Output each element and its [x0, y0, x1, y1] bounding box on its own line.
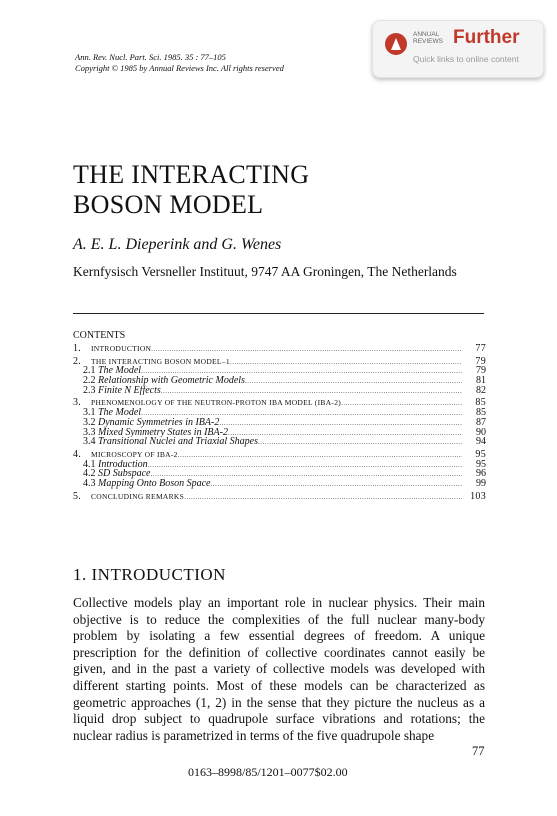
toc-leader-dots [141, 367, 462, 376]
toc-entry-number: 3.4 [83, 437, 96, 447]
toc-entry-number: 4.2 [83, 469, 96, 479]
toc-entry-label: The Model [98, 408, 142, 418]
toc-entry-number: 2. [73, 356, 82, 367]
article-title [73, 160, 309, 220]
toc-entry-number: 3.2 [83, 417, 96, 428]
toc-entry-page: 87 [476, 417, 486, 428]
body-paragraph: Collective models play an important role in nuclear physics. Their main objective is to reduce the complexities of the full nuclear many-body problem by isolating a few essential degrees of freedom. A unique prescription for the definition of collective coordinates cannot easily be given, and in the past a variety of collective models was developed with different starting points. Most of these models can be characterized as geometric approaches (1, 2) in the sense that they picture the nucleus as a liquid drop subject to quadrupole surface vibrations and rotations; the nuclear radius is parametrized in terms of the five quadrupole shape [73, 595, 485, 743]
toc-entry[interactable] [73, 469, 486, 479]
toc-entry-number: 1. [73, 344, 82, 354]
toc-entry[interactable] [73, 398, 486, 408]
toc-entry-page: 95 [476, 459, 486, 470]
toc-entry-label: CONCLUDING REMARKS [91, 491, 185, 501]
toc-entry[interactable] [73, 366, 486, 376]
toc-entry[interactable] [73, 376, 486, 386]
toc-leader-dots [245, 377, 462, 386]
toc-entry-number: 3.1 [83, 408, 96, 418]
toc-entry-label: Transitional Nuclei and Triaxial Shapes [98, 437, 259, 447]
toc-entry-number: 3. [73, 398, 82, 409]
table-of-contents [73, 344, 486, 501]
toc-leader-dots [178, 451, 462, 460]
toc-entry-page: 77 [475, 344, 486, 354]
toc-entry-label: INTRODUCTION [91, 344, 152, 353]
authors: A. E. L. Dieperink and G. Wenes [73, 236, 282, 253]
toc-entry-page: 99 [476, 478, 486, 489]
toc-entry[interactable] [73, 386, 486, 396]
toc-entry-label: Relationship with Geometric Models [98, 376, 245, 386]
toc-entry-label: Finite N Effects [98, 385, 161, 396]
toc-entry-label: PHENOMENOLOGY OF THE NEUTRON-PROTON IBA MODEL (IBA-2) [91, 398, 342, 408]
banner-further-label: Further [453, 27, 520, 48]
toc-entry-number: 2.3 [83, 385, 96, 396]
toc-entry-number: 5. [73, 491, 82, 502]
toc-entry-number: 4.3 [83, 478, 96, 489]
toc-entry[interactable] [73, 428, 486, 438]
toc-entry-page: 82 [476, 385, 486, 396]
toc-entry-label: THE INTERACTING BOSON MODEL–1 [91, 356, 230, 366]
toc-entry-label: Mapping Onto Boson Space [98, 478, 211, 489]
citation-line-1: Ann. Rev. Nucl. Part. Sci. 1985. 35 : 77–105 [75, 52, 226, 62]
toc-entry-label: MICROSCOPY OF IBA-2 [91, 449, 178, 459]
toc-entry-page: 95 [475, 449, 486, 460]
banner-subtitle: Quick links to online content [413, 54, 519, 64]
toc-entry-page: 85 [476, 408, 486, 418]
toc-leader-dots [341, 399, 462, 408]
toc-leader-dots [148, 461, 462, 470]
toc-entry[interactable] [73, 460, 486, 470]
page-number: 77 [472, 744, 485, 758]
toc-entry[interactable] [73, 408, 486, 418]
toc-leader-dots [230, 358, 462, 367]
annual-reviews-logo-icon [385, 33, 407, 55]
toc-leader-dots [184, 493, 462, 502]
toc-entry-label: Dynamic Symmetries in IBA-2 [98, 417, 220, 428]
title-line-1: THE INTERACTING [73, 160, 310, 189]
toc-leader-dots [219, 419, 462, 428]
toc-entry-page: 90 [476, 427, 486, 438]
banner-publisher: ANNUAL REVIEWS [413, 31, 443, 45]
toc-entry-page: 79 [475, 356, 486, 367]
divider [73, 313, 484, 314]
toc-entry[interactable] [73, 492, 486, 502]
affiliation: Kernfysisch Versneller Instituut, 9747 AA Groningen, The Netherlands [73, 264, 457, 279]
further-banner[interactable] [372, 20, 544, 78]
citation-line-2: Copyright © 1985 by Annual Reviews Inc. All rights reserved [75, 63, 284, 73]
toc-entry-page: 103 [470, 491, 486, 502]
contents-heading: CONTENTS [73, 330, 126, 341]
toc-entry-label: Mixed Symmetry States in IBA-2 [98, 427, 228, 438]
toc-entry-page: 96 [476, 469, 486, 479]
toc-entry-page: 79 [476, 366, 486, 377]
toc-entry-number: 2.1 [83, 366, 96, 377]
title-line-2: BOSON MODEL [73, 190, 264, 219]
toc-entry-number: 3.3 [83, 427, 96, 438]
toc-entry-label: SD Subspace [98, 469, 151, 479]
toc-leader-dots [141, 409, 462, 418]
toc-entry-page: 85 [475, 398, 486, 409]
section-heading: 1. INTRODUCTION [73, 565, 226, 584]
journal-citation [75, 52, 284, 74]
toc-leader-dots [211, 480, 463, 489]
toc-entry[interactable] [73, 450, 486, 460]
toc-entry-page: 81 [476, 376, 486, 386]
toc-leader-dots [161, 387, 462, 396]
toc-entry[interactable] [73, 479, 486, 489]
toc-entry-number: 2.2 [83, 376, 96, 386]
toc-entry-label: The Model [98, 366, 142, 377]
toc-entry-number: 4. [73, 449, 82, 460]
toc-leader-dots [228, 429, 462, 438]
toc-entry[interactable] [73, 437, 486, 447]
toc-leader-dots [151, 345, 462, 354]
toc-entry[interactable] [73, 344, 486, 354]
toc-entry-label: Introduction [98, 459, 148, 470]
toc-leader-dots [151, 470, 463, 479]
toc-leader-dots [258, 438, 462, 447]
toc-entry[interactable] [73, 418, 486, 428]
toc-entry-page: 94 [476, 437, 486, 447]
footer-code: 0163–8998/85/1201–0077$02.00 [188, 765, 348, 779]
toc-entry-number: 4.1 [83, 459, 96, 470]
toc-entry[interactable] [73, 357, 486, 367]
